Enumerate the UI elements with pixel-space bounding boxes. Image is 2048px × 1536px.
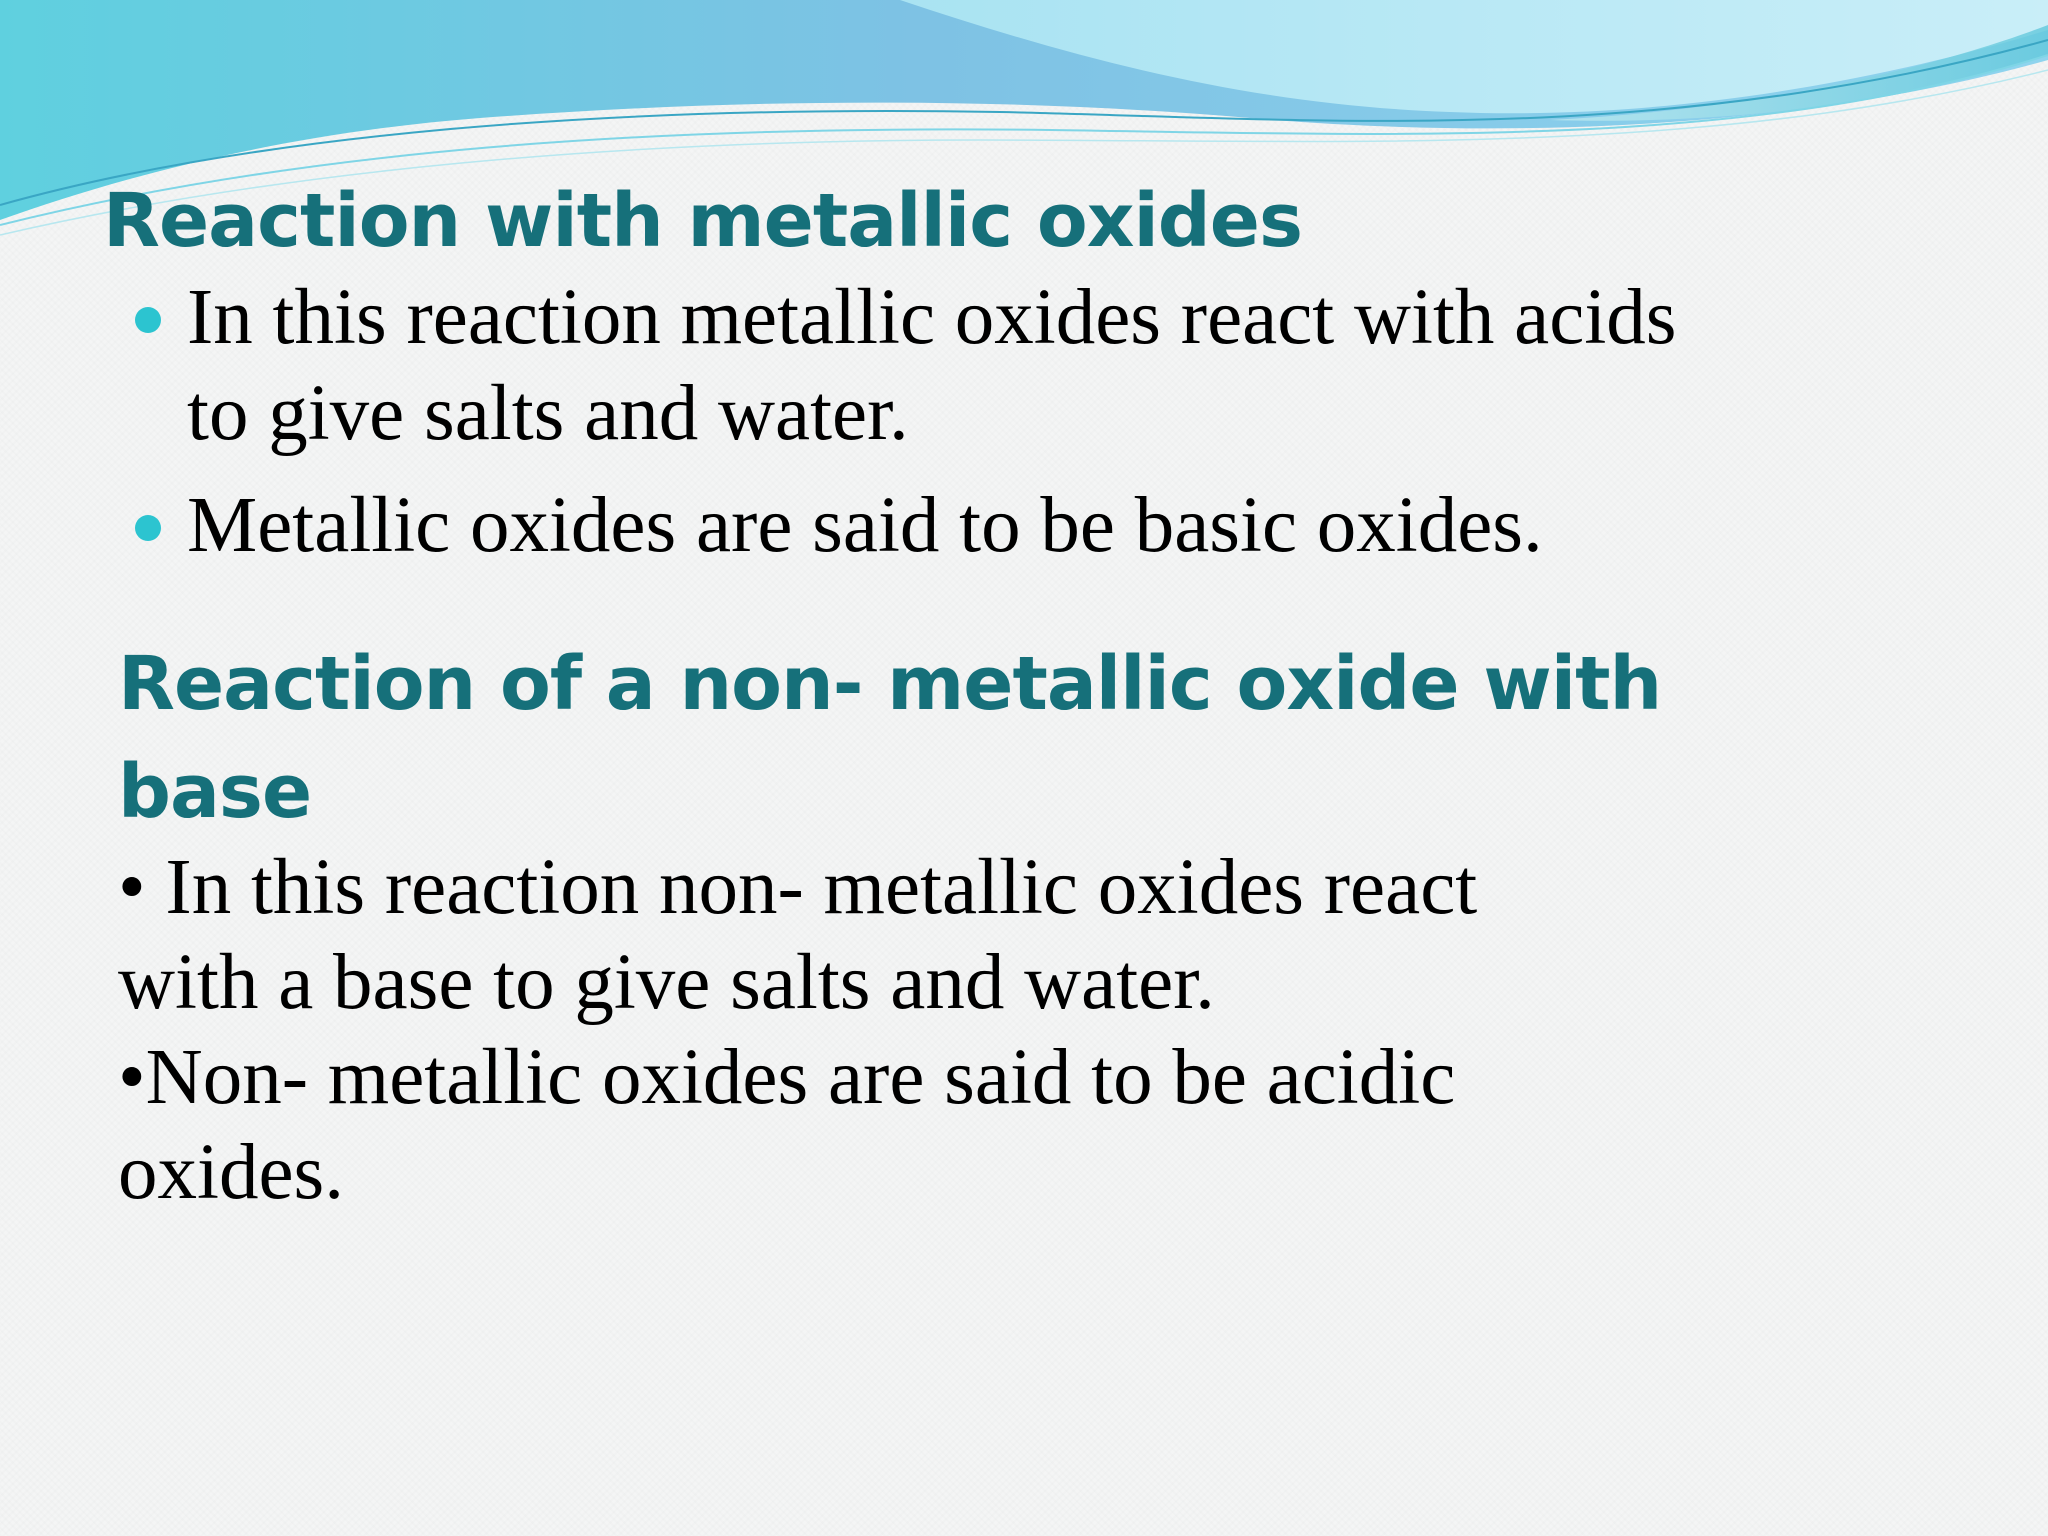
section-1-bullet-list — [135, 270, 1935, 590]
bullet-dot-icon — [135, 515, 161, 541]
bullet-dot-icon — [135, 307, 161, 333]
section-2-body-text: • In this reaction non- metallic oxides react with a base to give salts and water. •Non- metallic oxides are said to be acidic oxides. — [118, 844, 1478, 1216]
section-2-heading: Reaction of a non- metallic oxide with base — [118, 641, 1662, 835]
section-1-heading: Reaction with metallic oxides — [103, 178, 1303, 264]
bullet-text: Metallic oxides are said to be basic oxides. — [187, 482, 1543, 569]
bullet-item — [135, 270, 1935, 462]
bullet-text: In this reaction metallic oxides react with acids to give salts and water. — [187, 274, 1677, 457]
bullet-item — [135, 478, 1935, 574]
